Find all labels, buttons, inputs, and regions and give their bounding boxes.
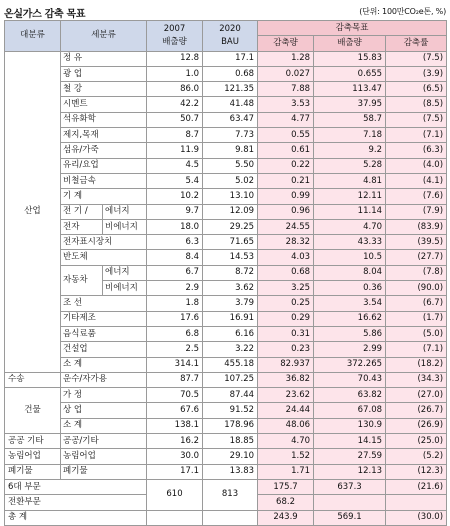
table-cell: (6.5)	[386, 82, 447, 97]
table-row	[5, 21, 447, 36]
table-cell: 2.9	[147, 281, 203, 296]
table-row	[5, 418, 447, 433]
table-row	[5, 326, 447, 341]
table-row	[5, 219, 447, 234]
table-cell: 시멘트	[61, 97, 147, 112]
table-cell: 4.70	[314, 219, 386, 234]
table-cell: 16.2	[147, 434, 203, 449]
table-cell: 455.18	[203, 357, 258, 372]
table-cell: (5.2)	[386, 449, 447, 464]
table-cell: 18.85	[203, 434, 258, 449]
table-cell: 1.8	[147, 296, 203, 311]
table-cell: 3.25	[258, 281, 314, 296]
table-cell: 음식료품	[61, 326, 147, 341]
table-row	[5, 66, 447, 81]
table-cell: 전환부문	[5, 495, 147, 510]
table-cell: 농림어업	[5, 449, 61, 464]
table-cell: 243.9	[258, 510, 314, 525]
table-cell: 63.47	[203, 112, 258, 127]
table-cell: 12.8	[147, 51, 203, 66]
table-cell: 70.43	[314, 372, 386, 387]
table-cell: 제지,목재	[61, 128, 147, 143]
table-cell: 운수/자가용	[61, 372, 147, 387]
table-cell: 68.2	[258, 495, 314, 510]
table-cell: 3.79	[203, 296, 258, 311]
table-cell: 비에너지	[103, 219, 147, 234]
table-cell: 27.59	[314, 449, 386, 464]
table-cell: 16.91	[203, 311, 258, 326]
table-row	[5, 189, 447, 204]
table-cell: 상 업	[61, 403, 147, 418]
table-row	[5, 357, 447, 372]
table-cell: 공공/기타	[61, 434, 147, 449]
table-cell	[147, 510, 203, 525]
table-cell: 14.53	[203, 250, 258, 265]
table-cell: 6.7	[147, 265, 203, 280]
table-cell	[203, 510, 258, 525]
table-cell: 광 업	[61, 66, 147, 81]
table-cell: 전자표시장치	[61, 235, 147, 250]
table-cell: 6.8	[147, 326, 203, 341]
table-cell: 610	[147, 479, 203, 510]
header-target: 감축목표	[258, 21, 447, 36]
table-cell: 28.32	[258, 235, 314, 250]
table-cell: (21.6)	[386, 479, 447, 494]
table-cell: (26.9)	[386, 418, 447, 433]
table-cell: 유리/요업	[61, 158, 147, 173]
table-cell: 18.0	[147, 219, 203, 234]
header-2020: 2020 BAU	[203, 21, 258, 52]
table-cell: (34.3)	[386, 372, 447, 387]
table-cell: 0.68	[203, 66, 258, 81]
table-row	[5, 434, 447, 449]
table-cell: 24.55	[258, 219, 314, 234]
table-cell: 0.36	[314, 281, 386, 296]
table-row	[5, 449, 447, 464]
table-cell: 15.83	[314, 51, 386, 66]
table-cell: 37.95	[314, 97, 386, 112]
table-row	[5, 265, 447, 280]
table-row	[5, 342, 447, 357]
table-cell: (83.9)	[386, 219, 447, 234]
table-cell: 소 계	[61, 418, 147, 433]
table-cell: (7.5)	[386, 112, 447, 127]
table-row	[5, 479, 447, 494]
table-row	[5, 372, 447, 387]
table-cell: 36.82	[258, 372, 314, 387]
table-cell: 0.61	[258, 143, 314, 158]
table-cell: 9.81	[203, 143, 258, 158]
table-cell: 4.77	[258, 112, 314, 127]
table-row	[5, 97, 447, 112]
table-cell: 11.9	[147, 143, 203, 158]
table-cell: 비에너지	[103, 281, 147, 296]
table-row	[5, 173, 447, 188]
unit-note: (단위: 100만CO₂e톤, %)	[359, 7, 446, 16]
table-cell: 13.10	[203, 189, 258, 204]
table-cell: 3.53	[258, 97, 314, 112]
table-cell: 전 기 /	[61, 204, 103, 219]
table-cell: 9.7	[147, 204, 203, 219]
table-cell: 82.937	[258, 357, 314, 372]
table-cell: 23.62	[258, 388, 314, 403]
table-cell: 12.13	[314, 464, 386, 479]
table-cell: 12.11	[314, 189, 386, 204]
category-building: 건물	[5, 388, 61, 434]
table-cell: (90.0)	[386, 281, 447, 296]
table-cell: 813	[203, 479, 258, 510]
table-cell: 반도체	[61, 250, 147, 265]
table-cell: 기타제조	[61, 311, 147, 326]
table-cell: 5.50	[203, 158, 258, 173]
table-cell: 314.1	[147, 357, 203, 372]
table-cell: (1.7)	[386, 311, 447, 326]
table-cell: 4.81	[314, 173, 386, 188]
table-cell: 12.09	[203, 204, 258, 219]
table-cell: 14.15	[314, 434, 386, 449]
table-cell: 섬유/가죽	[61, 143, 147, 158]
table-cell: (7.6)	[386, 189, 447, 204]
table-cell: 0.29	[258, 311, 314, 326]
table-cell: 178.96	[203, 418, 258, 433]
table-cell: 0.23	[258, 342, 314, 357]
header-2007: 2007 배출량	[147, 21, 203, 52]
header-reduction: 감축량	[258, 36, 314, 51]
table-cell: 0.99	[258, 189, 314, 204]
table-cell: 5.02	[203, 173, 258, 188]
table-row	[5, 296, 447, 311]
table-cell: (26.7)	[386, 403, 447, 418]
table-row	[5, 250, 447, 265]
table-cell: (4.1)	[386, 173, 447, 188]
table-cell: (7.8)	[386, 265, 447, 280]
table-cell: 소 계	[61, 357, 147, 372]
table-cell: 0.55	[258, 128, 314, 143]
table-cell: (7.1)	[386, 128, 447, 143]
table-cell: 자동차	[61, 265, 103, 296]
table-cell: 5.86	[314, 326, 386, 341]
table-cell: 폐기물	[5, 464, 61, 479]
table-cell: (30.0)	[386, 510, 447, 525]
table-cell: 철 강	[61, 82, 147, 97]
table-cell: 113.47	[314, 82, 386, 97]
table-cell: 29.10	[203, 449, 258, 464]
table-cell: 0.655	[314, 66, 386, 81]
table-cell: 총 계	[5, 510, 147, 525]
table-cell: 43.33	[314, 235, 386, 250]
table-row	[5, 403, 447, 418]
table-cell: 전자	[61, 219, 103, 234]
table-cell: 0.25	[258, 296, 314, 311]
table-cell: 1.52	[258, 449, 314, 464]
table-row	[5, 510, 447, 525]
table-cell: 87.7	[147, 372, 203, 387]
table-cell: 4.03	[258, 250, 314, 265]
table-cell: 121.35	[203, 82, 258, 97]
table-cell: 91.52	[203, 403, 258, 418]
table-cell: 17.1	[203, 51, 258, 66]
table-cell: 비철금속	[61, 173, 147, 188]
table-cell: 6.16	[203, 326, 258, 341]
table-cell: 67.08	[314, 403, 386, 418]
table-row	[5, 158, 447, 173]
table-cell: 637.3	[314, 479, 386, 494]
header-emission: 배출량	[314, 36, 386, 51]
table-cell: 17.1	[147, 464, 203, 479]
table-cell: 3.22	[203, 342, 258, 357]
table-cell: 48.06	[258, 418, 314, 433]
table-cell: 130.9	[314, 418, 386, 433]
table-cell: (6.3)	[386, 143, 447, 158]
table-cell: 569.1	[314, 510, 386, 525]
table-cell: (25.0)	[386, 434, 447, 449]
table-cell: 공공 기타	[5, 434, 61, 449]
table-cell: 1.71	[258, 464, 314, 479]
table-row	[5, 235, 447, 250]
table-cell: 1.0	[147, 66, 203, 81]
table-cell: 7.88	[258, 82, 314, 97]
table-cell: (27.7)	[386, 250, 447, 265]
table-cell: 에너지	[103, 204, 147, 219]
table-cell: 87.44	[203, 388, 258, 403]
table-cell: 41.48	[203, 97, 258, 112]
table-cell: 16.62	[314, 311, 386, 326]
table-cell: (3.9)	[386, 66, 447, 81]
table-row	[5, 128, 447, 143]
table-cell: 58.7	[314, 112, 386, 127]
table-cell: 가 정	[61, 388, 147, 403]
table-cell	[314, 495, 386, 510]
table-cell: 석유화학	[61, 112, 147, 127]
table-cell: (12.3)	[386, 464, 447, 479]
table-cell: 29.25	[203, 219, 258, 234]
emission-table	[4, 20, 447, 526]
table-cell: 4.70	[258, 434, 314, 449]
table-row	[5, 311, 447, 326]
table-cell: 3.62	[203, 281, 258, 296]
table-cell: (27.0)	[386, 388, 447, 403]
table-cell: 9.2	[314, 143, 386, 158]
table-cell: 7.18	[314, 128, 386, 143]
table-cell: 24.44	[258, 403, 314, 418]
table-cell: 기 계	[61, 189, 147, 204]
table-cell: 0.22	[258, 158, 314, 173]
table-row	[5, 82, 447, 97]
table-cell: 3.54	[314, 296, 386, 311]
table-cell: 수송	[5, 372, 61, 387]
table-cell: 8.4	[147, 250, 203, 265]
table-cell: 13.83	[203, 464, 258, 479]
table-cell: (4.0)	[386, 158, 447, 173]
table-cell: 71.65	[203, 235, 258, 250]
table-cell: 10.5	[314, 250, 386, 265]
table-cell: 50.7	[147, 112, 203, 127]
table-cell: 8.72	[203, 265, 258, 280]
table-cell: 2.5	[147, 342, 203, 357]
table-cell: (7.5)	[386, 51, 447, 66]
table-cell: 농림어업	[61, 449, 147, 464]
category-industry: 산업	[5, 51, 61, 372]
table-cell: 107.25	[203, 372, 258, 387]
table-cell: 7.73	[203, 128, 258, 143]
table-cell: 0.68	[258, 265, 314, 280]
table-cell: 폐기물	[61, 464, 147, 479]
table-row	[5, 464, 447, 479]
table-cell: (8.5)	[386, 97, 447, 112]
table-cell: 175.7	[258, 479, 314, 494]
table-cell: 조 선	[61, 296, 147, 311]
table-cell: (7.9)	[386, 204, 447, 219]
table-cell: 4.5	[147, 158, 203, 173]
table-cell: (7.1)	[386, 342, 447, 357]
table-row	[5, 112, 447, 127]
table-cell: 17.6	[147, 311, 203, 326]
table-cell: (39.5)	[386, 235, 447, 250]
table-cell: (5.0)	[386, 326, 447, 341]
table-row	[5, 143, 447, 158]
table-cell: 0.21	[258, 173, 314, 188]
table-cell: 5.4	[147, 173, 203, 188]
table-cell: 8.7	[147, 128, 203, 143]
table-cell: 372.265	[314, 357, 386, 372]
table-cell: 10.2	[147, 189, 203, 204]
table-row	[5, 388, 447, 403]
table-cell: 건설업	[61, 342, 147, 357]
table-cell: 6대 부문	[5, 479, 147, 494]
table-cell: 정 유	[61, 51, 147, 66]
header-subcategory: 세분류	[61, 21, 147, 52]
header-category: 대분류	[5, 21, 61, 52]
table-cell: 0.31	[258, 326, 314, 341]
table-cell: 2.99	[314, 342, 386, 357]
table-cell: 0.96	[258, 204, 314, 219]
table-cell: 1.28	[258, 51, 314, 66]
page-title: 온실가스 감축 목표	[4, 9, 86, 20]
table-cell: 6.3	[147, 235, 203, 250]
table-cell: 30.0	[147, 449, 203, 464]
table-cell: 86.0	[147, 82, 203, 97]
table-cell: 5.28	[314, 158, 386, 173]
table-cell: 11.14	[314, 204, 386, 219]
table-cell: 0.027	[258, 66, 314, 81]
table-cell: 에너지	[103, 265, 147, 280]
table-cell: 70.5	[147, 388, 203, 403]
table-cell: 42.2	[147, 97, 203, 112]
table-cell: 63.82	[314, 388, 386, 403]
header-rate: 감축률	[386, 36, 447, 51]
table-cell: 138.1	[147, 418, 203, 433]
table-cell: (6.7)	[386, 296, 447, 311]
table-row	[5, 204, 447, 219]
table-cell	[386, 495, 447, 510]
table-cell: 8.04	[314, 265, 386, 280]
table-cell: 67.6	[147, 403, 203, 418]
table-row	[5, 51, 447, 66]
table-cell: (18.2)	[386, 357, 447, 372]
